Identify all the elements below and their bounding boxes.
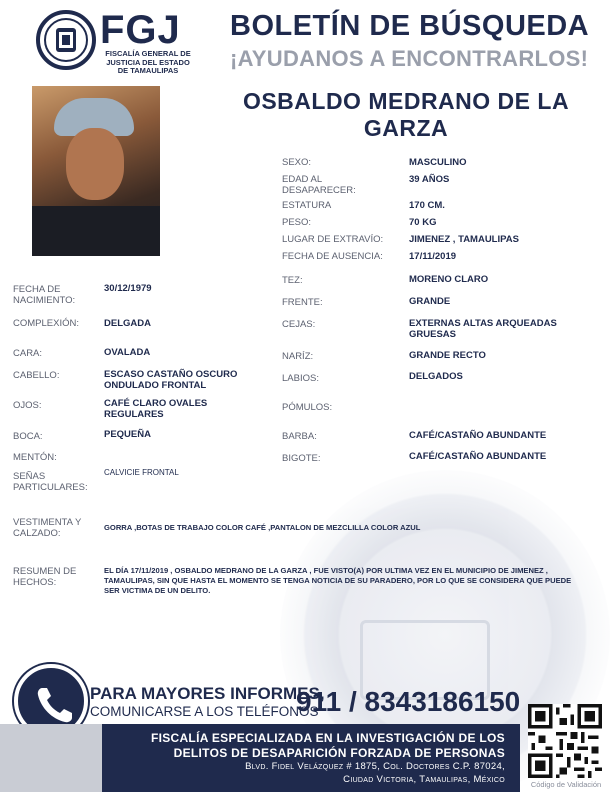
field-label-bigote: BIGOTE: bbox=[282, 453, 321, 464]
field-value-tez: MORENO CLARO bbox=[409, 274, 489, 285]
contact-line2: COMUNICARSE A LOS TELÉFONOS bbox=[90, 704, 319, 719]
field-label-ojos: OJOS: bbox=[13, 400, 42, 411]
photo-face bbox=[66, 128, 124, 200]
field-label-nariz: NARÍZ: bbox=[282, 351, 314, 362]
field-value-resumen: EL DÍA 17/11/2019 , OSBALDO MEDRANO DE LA GARZA , FUE VISTO(A) POR ULTIMA VEZ EN EL MUNICIPIO DE JIMENEZ , TAMAULIPAS, SIN QUE HASTA EL MOMENTO SE TENGA NOTICIA DE SU PARADERO, POR LO QUE SE CONSIDERA QUE PUEDE SER VICTIMA DE UN DELITO. bbox=[104, 566, 572, 595]
field-label-cabello: CABELLO: bbox=[13, 370, 60, 381]
field-value-barba: CAFÉ/CASTAÑO ABUNDANTE bbox=[409, 430, 547, 441]
footer-city: Ciudad Victoria, Tamaulipas, México bbox=[343, 774, 505, 785]
org-acronym: FGJ bbox=[100, 8, 181, 52]
field-value-sexo: MASCULINO bbox=[409, 157, 467, 168]
field-value-peso: 70 KG bbox=[409, 217, 437, 228]
field-label-cejas: CEJAS: bbox=[282, 319, 316, 330]
bulletin-subtitle: ¡AYUDANOS A ENCONTRARLOS! bbox=[230, 46, 589, 71]
field-label-peso: PESO: bbox=[282, 217, 312, 228]
field-label-resumen: RESUMEN DE HECHOS: bbox=[13, 566, 77, 588]
field-value-cara: OVALADA bbox=[104, 347, 151, 358]
field-value-nariz: GRANDE RECTO bbox=[409, 350, 486, 361]
footer-grey-block bbox=[0, 724, 102, 792]
footer-address: Blvd. Fidel Velázquez # 1875, Col. Doctores C.P. 87024, bbox=[245, 761, 505, 772]
field-label-boca: BOCA: bbox=[13, 431, 43, 442]
field-label-barba: BARBA: bbox=[282, 431, 317, 442]
field-label-pomulos: PÓMULOS: bbox=[282, 402, 333, 413]
field-label-fecha-ausencia: FECHA DE AUSENCIA: bbox=[282, 251, 383, 262]
field-label-nacimiento: FECHA DE NACIMIENTO: bbox=[13, 284, 76, 306]
field-label-vestimenta: VESTIMENTA Y CALZADO: bbox=[13, 517, 82, 539]
org-name: FISCALÍA GENERAL DE JUSTICIA DEL ESTADO DE TAMAULIPAS bbox=[105, 49, 191, 75]
field-value-lugar: JIMENEZ , TAMAULIPAS bbox=[409, 234, 519, 245]
field-value-edad: 39 AÑOS bbox=[409, 174, 450, 185]
field-value-vestimenta: GORRA ,BOTAS DE TRABAJO COLOR CAFÉ ,PANTALON DE MEZCLILLA COLOR AZUL bbox=[104, 523, 421, 532]
field-value-cejas: EXTERNAS ALTAS ARQUEADAS GRUESAS bbox=[409, 318, 557, 340]
contact-phone[interactable]: 911 / 8343186150 bbox=[296, 686, 521, 717]
field-label-cara: CARA: bbox=[13, 348, 43, 359]
qr-caption: Código de Validación bbox=[530, 780, 602, 789]
field-label-estatura: ESTATURA bbox=[282, 200, 332, 211]
field-value-labios: DELGADOS bbox=[409, 371, 463, 382]
qr-code-icon[interactable] bbox=[528, 704, 602, 778]
field-value-complexion: DELGADA bbox=[104, 318, 151, 329]
field-label-sexo: SEXO: bbox=[282, 157, 312, 168]
field-value-bigote: CAFÉ/CASTAÑO ABUNDANTE bbox=[409, 451, 547, 462]
field-label-frente: FRENTE: bbox=[282, 297, 323, 308]
field-value-boca: PEQUEÑA bbox=[104, 429, 151, 440]
field-value-frente: GRANDE bbox=[409, 296, 451, 307]
field-label-complexion: COMPLEXIÓN: bbox=[13, 318, 79, 329]
field-label-senas: SEÑAS PARTICULARES: bbox=[13, 471, 88, 493]
field-value-nacimiento: 30/12/1979 bbox=[104, 283, 152, 294]
field-value-cabello: ESCASO CASTAÑO OSCURO ONDULADO FRONTAL bbox=[104, 369, 238, 391]
footer-line2: DELITOS DE DESAPARICIÓN FORZADA DE PERSONAS bbox=[173, 746, 505, 760]
field-value-senas: CALVICIE FRONTAL bbox=[104, 468, 179, 477]
field-label-edad: EDAD AL DESAPARECER: bbox=[282, 174, 356, 196]
field-label-tez: TEZ: bbox=[282, 275, 303, 286]
bulletin-title: BOLETÍN DE BÚSQUEDA bbox=[230, 10, 590, 42]
photo-shirt bbox=[32, 206, 160, 256]
footer-line1: FISCALÍA ESPECIALIZADA EN LA INVESTIGACIÓN DE LOS bbox=[150, 731, 505, 745]
field-label-menton: MENTÓN: bbox=[13, 452, 57, 463]
field-label-labios: LABIOS: bbox=[282, 373, 319, 384]
field-value-fecha-ausencia: 17/11/2019 bbox=[409, 251, 457, 262]
phone-icon bbox=[32, 682, 78, 728]
field-label-lugar: LUGAR DE EXTRAVÍO: bbox=[282, 234, 384, 245]
person-name: OSBALDO MEDRANO DE LA GARZA bbox=[242, 88, 570, 141]
fgj-logo-icon bbox=[36, 10, 96, 70]
contact-line1: PARA MAYORES INFORMES, bbox=[90, 684, 325, 703]
person-photo bbox=[32, 86, 160, 256]
field-value-estatura: 170 CM. bbox=[409, 200, 445, 211]
field-value-ojos: CAFÉ CLARO OVALES REGULARES bbox=[104, 398, 208, 420]
